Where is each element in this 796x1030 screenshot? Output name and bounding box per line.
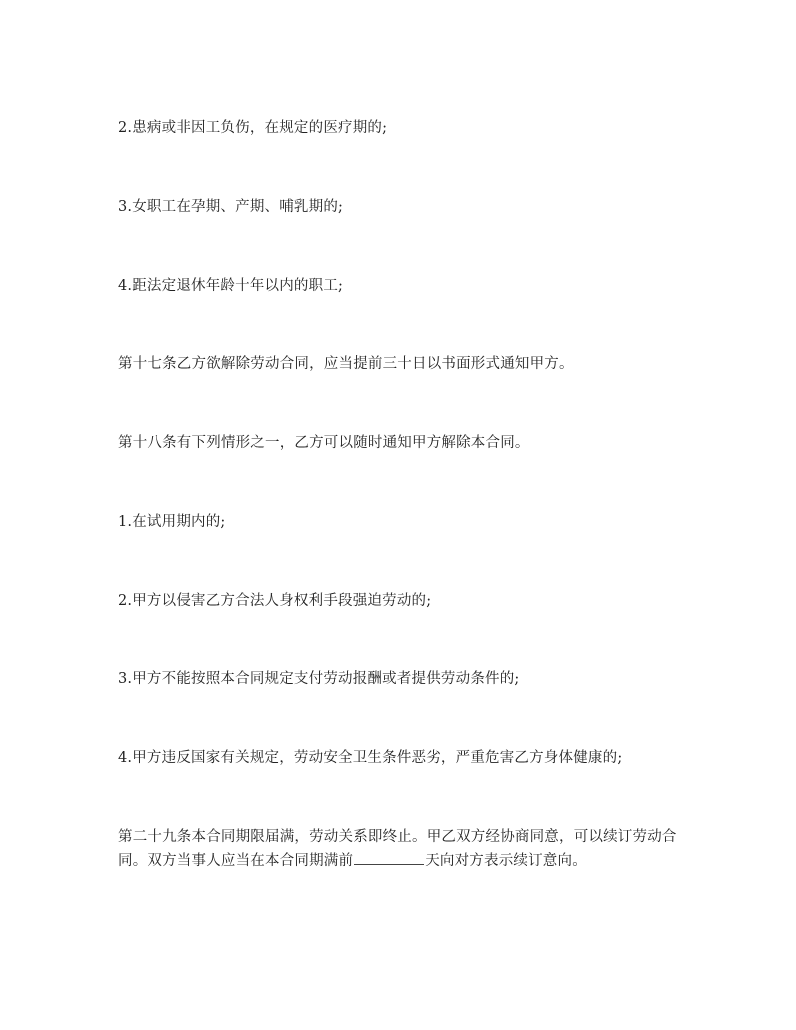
paragraph-item-4-safety: 4.甲方违反国家有关规定，劳动安全卫生条件恶劣，严重危害乙方身体健康的; [118,750,623,766]
fill-in-blank-days[interactable] [354,850,424,865]
article-29-text-before: 第二十九条本合同期限届满，劳动关系即终止。甲乙双方经协商同意，可以续订劳动合同。双方当事人应当在本合同期满前 [118,829,677,869]
paragraph-item-4-retirement: 4.距法定退休年龄十年以内的职工; [118,278,344,294]
paragraph-article-29 [118,825,688,873]
paragraph-item-1-probation: 1.在试用期内的; [118,514,226,530]
paragraph-item-3-female-worker: 3.女职工在孕期、产期、哺乳期的; [118,199,344,215]
paragraph-item-2-illness: 2.患病或非因工负伤，在规定的医疗期的; [118,120,388,136]
paragraph-item-2-forced-labor: 2.甲方以侵害乙方合法人身权利手段强迫劳动的; [118,593,432,609]
paragraph-article-18: 第十八条有下列情形之一，乙方可以随时通知甲方解除本合同。 [118,435,530,451]
article-29-text-after: 天向对方表示续订意向。 [425,853,587,869]
paragraph-item-3-pay-conditions: 3.甲方不能按照本合同规定支付劳动报酬或者提供劳动条件的; [118,671,520,687]
paragraph-article-17: 第十七条乙方欲解除劳动合同，应当提前三十日以书面形式通知甲方。 [118,356,574,372]
